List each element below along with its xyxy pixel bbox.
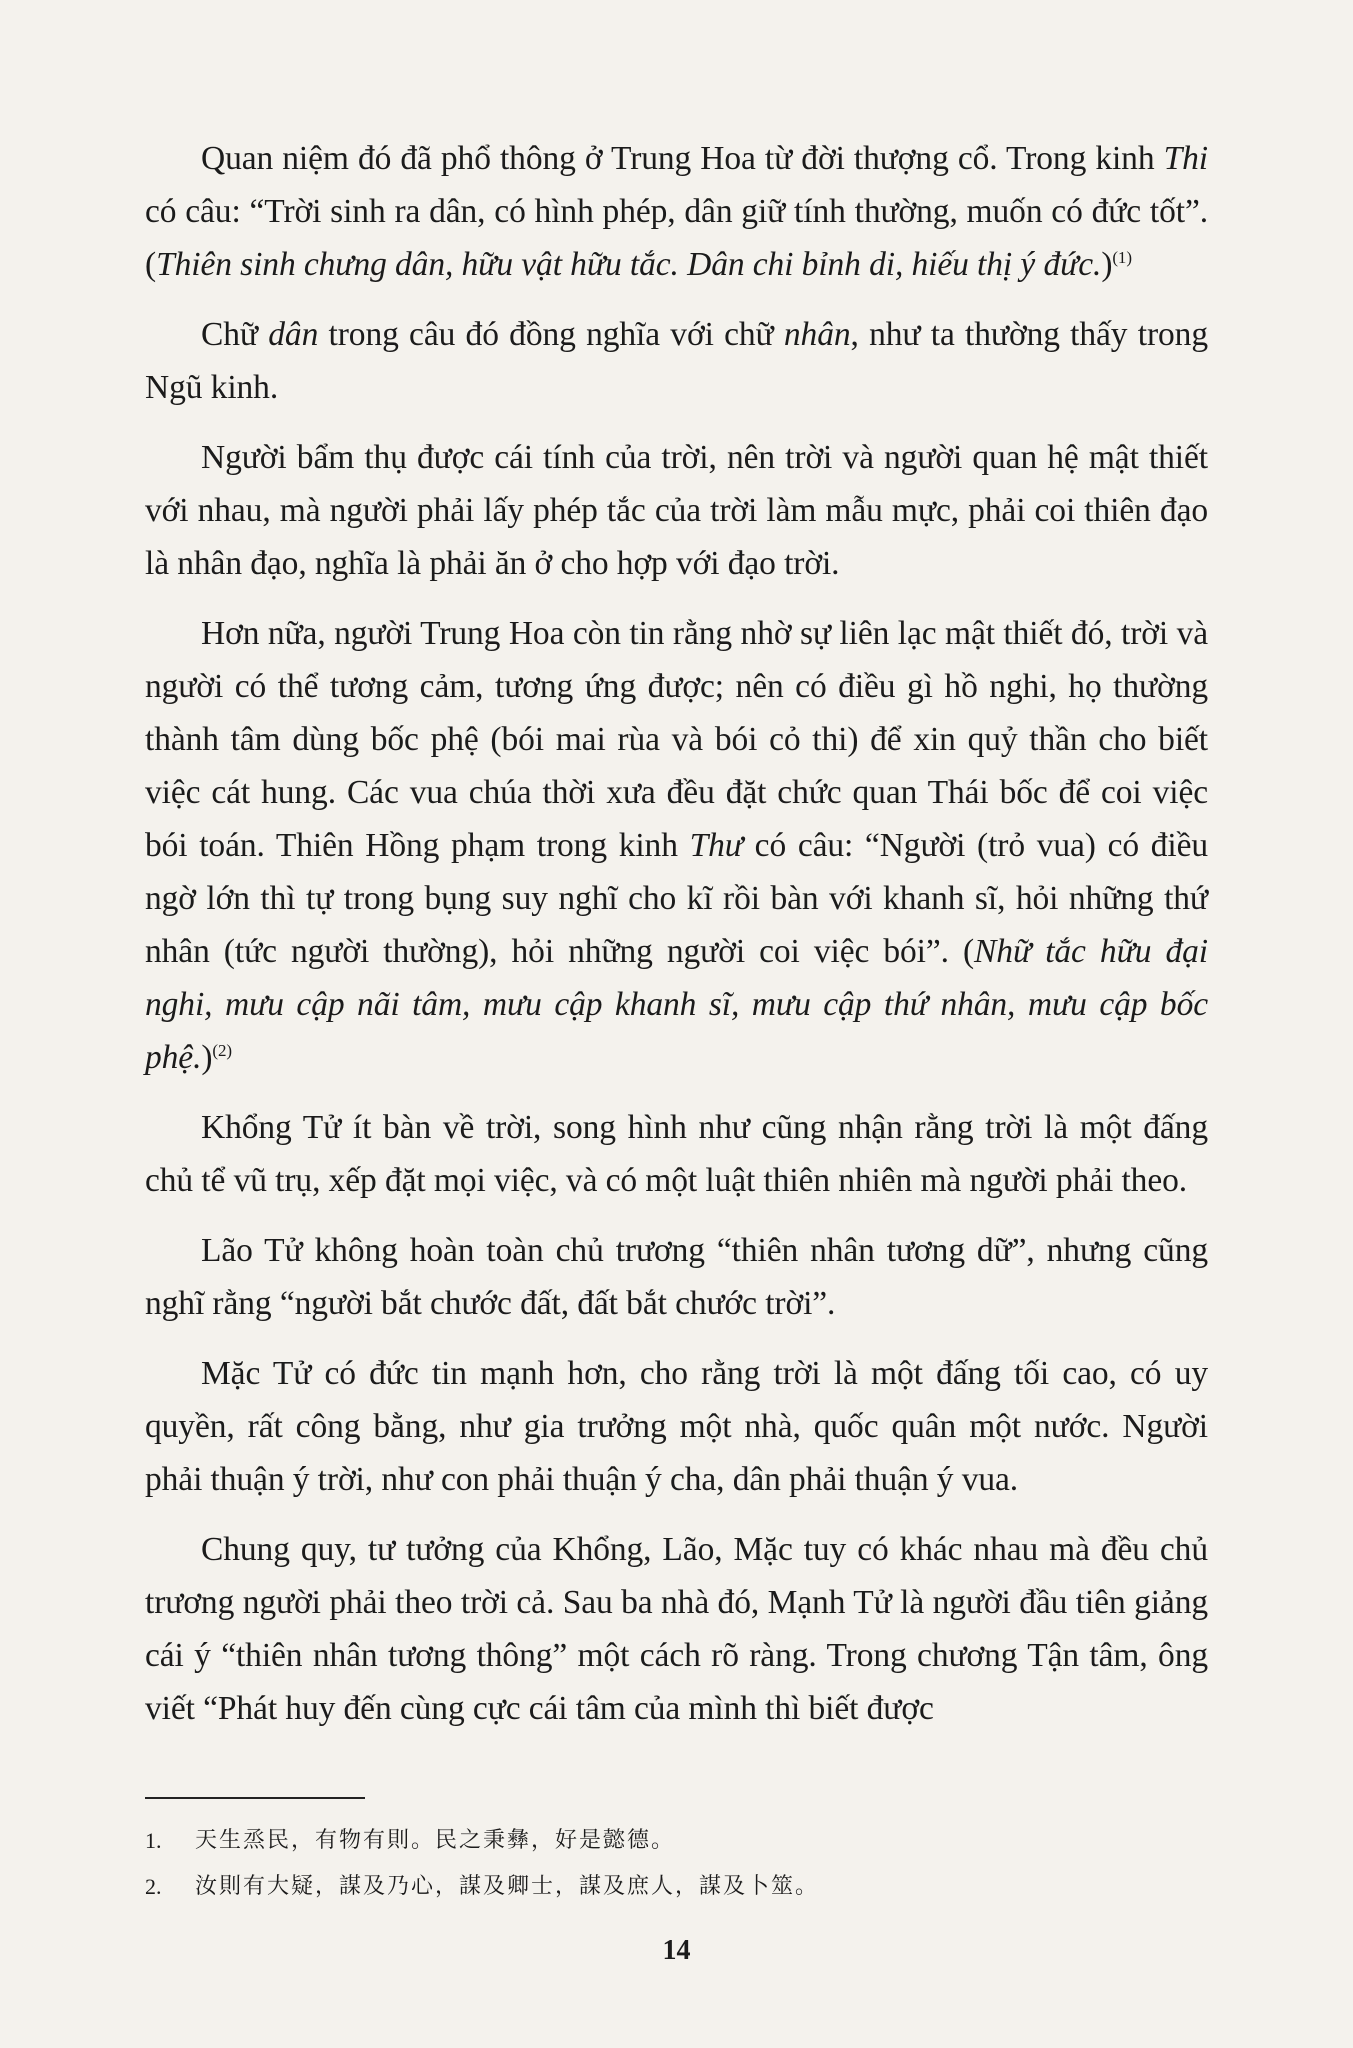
text-run: Chữ (201, 316, 269, 353)
italic-text: nhân (783, 316, 851, 353)
paragraph (145, 1101, 1208, 1207)
text-run: ) (201, 1039, 213, 1076)
footnote-ref: (1) (1112, 247, 1132, 267)
footnote (145, 1864, 1208, 1910)
footnote-number: 1. (145, 1828, 162, 1853)
italic-text: Thi (1163, 140, 1208, 177)
paragraph (145, 1224, 1208, 1330)
text-run: Quan niệm đó đã phổ thông ở Trung Hoa từ đời thượng cổ. Trong kinh (201, 140, 1164, 177)
text-run: Mặc Tử có đức tin mạnh hơn, cho rằng trời là một đấng tối cao, có uy quyền, rất công bằng, như gia trưởng một nhà, quốc quân một nước. Người phải thuận ý trời, như con phải thuận ý cha, dân phải thuận ý vua. (145, 1355, 1208, 1498)
footnote-ref: (2) (212, 1040, 232, 1060)
paragraph (145, 1347, 1208, 1506)
text-run: trong câu đó đồng nghĩa với chữ (318, 316, 784, 353)
footnote-divider (145, 1797, 365, 1799)
footnote-text: 天生烝民，有物有則。民之秉彝，好是懿德。 (195, 1828, 676, 1853)
footnotes (145, 1818, 1208, 1910)
text-run: Người bẩm thụ được cái tính của trời, nên trời và người quan hệ mật thiết với nhau, mà người phải lấy phép tắc của trời làm mẫu mực, phải coi thiên đạo là nhân đạo, nghĩa là phải ăn ở cho hợp với đạo trời. (145, 439, 1208, 582)
paragraph (145, 132, 1208, 291)
italic-text: Nhữ tắc hữu đại nghi, mưu cập nãi tâm, mưu cập khanh sĩ, mưu cập thứ nhân, mưu cập bốc phệ. (145, 933, 1208, 1076)
text-run: Chung quy, tư tưởng của Khổng, Lão, Mặc tuy có khác nhau mà đều chủ trương người phải theo trời cả. Sau ba nhà đó, Mạnh Tử là người đầu tiên giảng cái ý “thiên nhân tương thông” một cách rõ ràng. Trong chương Tận tâm, ông viết “Phát huy đến cùng cực cái tâm của mình thì biết được (145, 1531, 1208, 1727)
text-run: có câu: “Người (trỏ vua) có điều ngờ lớn thì tự trong bụng suy nghĩ cho kĩ rồi bàn với khanh sĩ, hỏi những thứ nhân (tức người thường), hỏi những người coi việc bói”. ( (145, 827, 1208, 970)
paragraph (145, 431, 1208, 590)
text-run: Hơn nữa, người Trung Hoa còn tin rằng nhờ sự liên lạc mật thiết đó, trời và người có thể tương cảm, tương ứng được; nên có điều gì hồ nghi, họ thường thành tâm dùng bốc phệ (bói mai rùa và bói cỏ thi) để xin quỷ thần cho biết việc cát hung. Các vua chúa thời xưa đều đặt chức quan Thái bốc để coi việc bói toán. Thiên Hồng phạm trong kinh (145, 615, 1208, 864)
italic-text: Thư (689, 827, 743, 864)
italic-text: dân (268, 316, 319, 353)
text-run: có câu: “Trời sinh ra dân, có hình phép, dân giữ tính thường, muốn có đức tốt”. ( (145, 193, 1208, 283)
text-run: , như ta thường thấy trong Ngũ kinh. (145, 316, 1208, 406)
footnote (145, 1818, 1208, 1864)
paragraph (145, 308, 1208, 414)
page-number: 14 (662, 1935, 691, 1966)
paragraph (145, 607, 1208, 1084)
paragraph (145, 1523, 1208, 1735)
body-text (145, 132, 1208, 1735)
footnote-number: 2. (145, 1874, 162, 1899)
text-run: Khổng Tử ít bàn về trời, song hình như cũng nhận rằng trời là một đấng chủ tể vũ trụ, xếp đặt mọi việc, và có một luật thiên nhiên mà người phải theo. (145, 1109, 1208, 1199)
text-run: Lão Tử không hoàn toàn chủ trương “thiên nhân tương dữ”, nhưng cũng nghĩ rằng “người bắt chước đất, đất bắt chước trời”. (145, 1232, 1208, 1322)
text-run: ) (1101, 246, 1113, 283)
footnote-text: 汝則有大疑，謀及乃心，謀及卿士，謀及庶人，謀及卜筮。 (195, 1874, 820, 1899)
italic-text: Thiên sinh chưng dân, hữu vật hữu tắc. Dân chi bỉnh di, hiếu thị ý đức. (156, 246, 1102, 283)
